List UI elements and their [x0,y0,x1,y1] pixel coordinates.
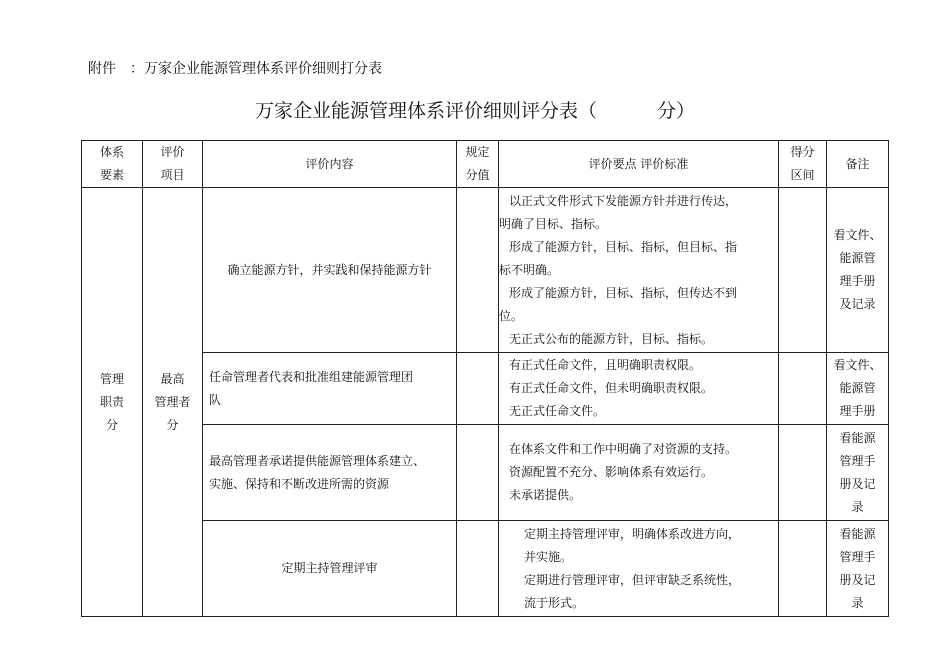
criteria-cell: 定期主持管理评审，明确体系改进方向， 并实施。 定期进行管理评审，但评审缺乏系统性， 流于形式。 [499,521,779,617]
note-cell: 看能源 管理手 册及记 录 [827,521,889,617]
content-cell: 确立能源方针，并实践和保持能源方针 [203,188,457,353]
score-cell [457,425,499,521]
title-main: 万家企业能源管理体系评价细则评分表（ [254,100,597,122]
attachment-label: 附件 ：万家企业能源管理体系评价细则打分表 [88,61,382,77]
range-cell [779,521,827,617]
score-cell [457,521,499,617]
header-note: 备注 [827,141,889,188]
score-cell [457,353,499,425]
table-row [82,521,889,617]
note-cell: 看文件、 能源管 理手册 [827,353,889,425]
criteria-cell: 以正式文件形式下发能源方针并进行传达， 明确了目标、指标。 形成了能源方针，目标、指标，但目标、指 标不明确。 形成了能源方针，目标、指标，但传达不到 位。 无正式公布的能源方针，目标、指标。 [499,188,779,353]
content-cell: 任命管理者代表和批准组建能源管理团 队 [203,353,457,425]
header-score: 规定 分值 [457,141,499,188]
range-cell [779,188,827,353]
note-cell: 看文件、 能源管 理手册 及记录 [827,188,889,353]
note-cell: 看能源 管理手 册及记 录 [827,425,889,521]
header-criteria: 评价要点 评价标准 [499,141,779,188]
item-cell: 最高 管理者 分 [143,188,203,617]
table-row [82,188,889,353]
range-cell [779,425,827,521]
score-cell [457,188,499,353]
range-cell [779,353,827,425]
score-table [81,140,889,617]
title-unit: 分） [657,100,696,122]
criteria-cell: 在体系文件和工作中明确了对资源的支持。 资源配置不充分、影响体系有效运行。 未承诺提供。 [499,425,779,521]
header-row [82,141,889,188]
page-title [0,96,950,123]
header-score-range: 得分 区间 [779,141,827,188]
header-eval-item: 评价 项目 [143,141,203,188]
header-system-element: 体系 要素 [82,141,143,188]
header-eval-content: 评价内容 [203,141,457,188]
table-row [82,425,889,521]
content-cell: 定期主持管理评审 [203,521,457,617]
content-cell: 最高管理者承诺提供能源管理体系建立、 实施、保持和不断改进所需的资源 [203,425,457,521]
element-cell: 管理 职责 分 [82,188,143,617]
criteria-cell: 有正式任命文件，且明确职责权限。 有正式任命文件，但未明确职责权限。 无正式任命文件。 [499,353,779,425]
table-row [82,353,889,425]
